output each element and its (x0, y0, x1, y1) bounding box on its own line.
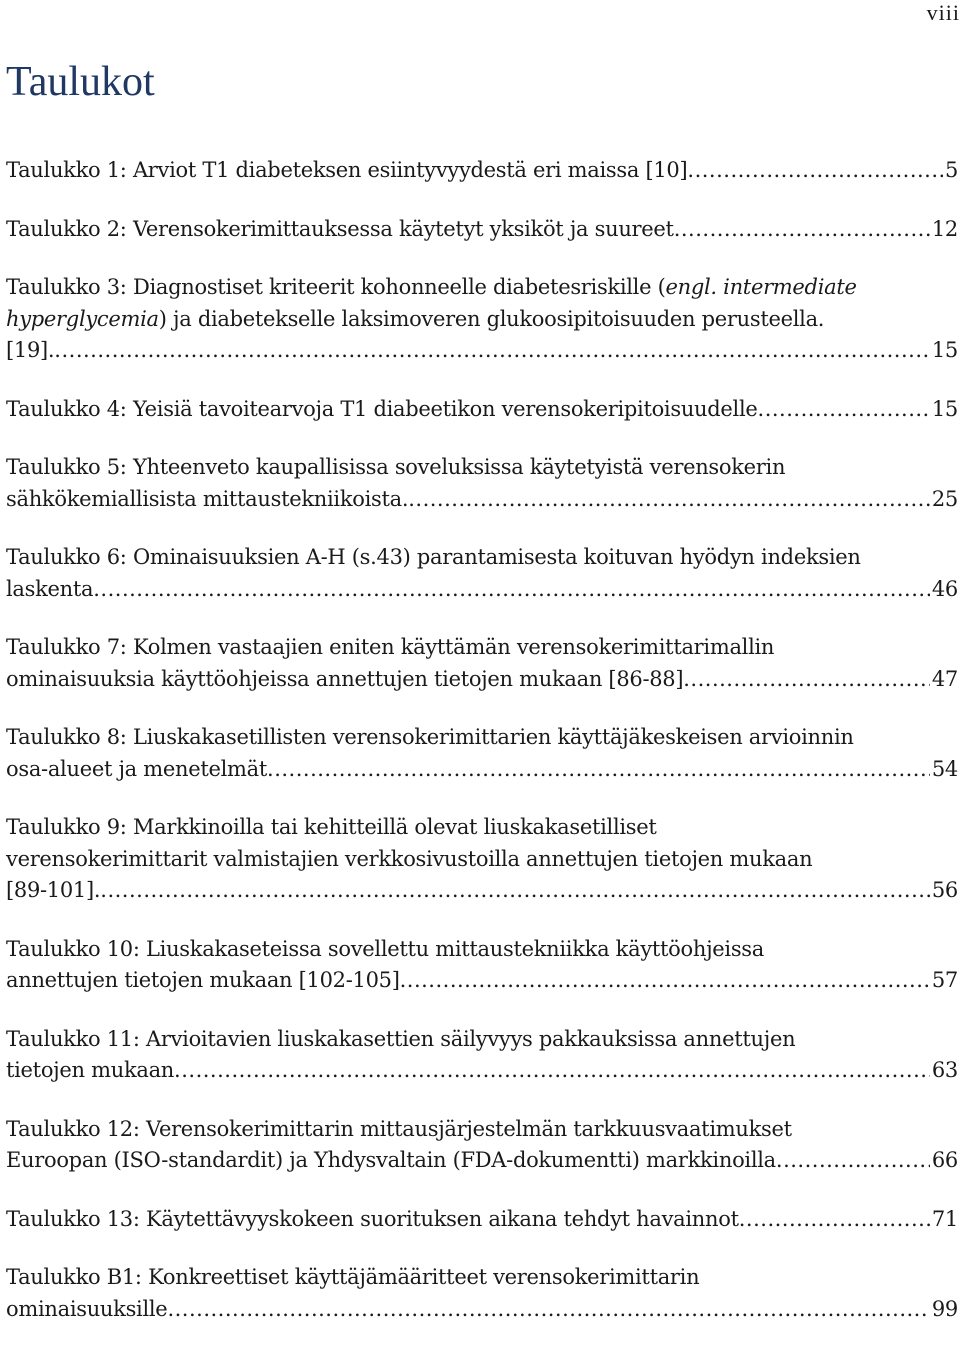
toc-entry-text: Taulukko 7: Kolmen vastaajien eniten käyttämän verensokerimittarimallin (6, 635, 775, 659)
dot-leader (100, 875, 930, 907)
toc-entry-text: sähkökemiallisista mittaustekniikoista. (6, 486, 409, 511)
toc-entry-text: ominaisuuksille (6, 1296, 168, 1321)
toc-entry-8[interactable] (6, 722, 958, 785)
toc-page-number: 71 (931, 1206, 958, 1231)
toc-entry-text: Taulukko 12: Verensokerimittarin mittausjärjestelmän tarkkuusvaatimukset (6, 1116, 792, 1141)
toc-page-number: 47 (931, 666, 958, 691)
toc-entry-7[interactable] (6, 632, 958, 695)
toc-page-number: 15 (931, 338, 958, 362)
toc-entry-text: Taulukko 10: Liuskakaseteissa sovellettu mittaustekniikka käyttöohjeissa (6, 936, 764, 961)
dot-leader (93, 574, 930, 606)
toc-entry-text: tietojen mukaan (6, 1058, 175, 1082)
toc-entry-text: Taulukko 4: Yeisiä tavoitearvoja T1 diabeetikon verensokeripitoisuudelle (6, 396, 758, 421)
dot-leader (683, 664, 930, 696)
toc-entry-text: Taulukko 9: Markkinoilla tai kehitteillä olevat liuskakasetilliset (6, 815, 657, 839)
toc-entry-text: verensokerimittarit valmistajien verkkosivustoilla annettujen tietojen mukaan (6, 846, 813, 871)
toc-entry-text: Taulukko 5: Yhteenveto kaupallisissa soveluksissa käytetyistä verensokerin (6, 455, 786, 479)
toc-page-number: 5 (944, 158, 958, 182)
dot-leader (167, 1294, 929, 1326)
toc-entry-12[interactable] (6, 1114, 958, 1177)
toc-page-number: 25 (931, 486, 958, 511)
toc-entry-11[interactable] (6, 1024, 958, 1087)
toc-page-number: 57 (931, 968, 958, 992)
toc-entry-text-italic: engl. intermediate (665, 275, 857, 299)
toc-entry-10[interactable] (6, 934, 958, 997)
toc-entry-text: Taulukko 1: Arviot T1 diabeteksen esiintyvyydestä eri maissa [10] (6, 158, 688, 182)
toc-page-number: 99 (931, 1296, 958, 1321)
toc-entry-text: [19]. (6, 338, 55, 362)
toc-entry-text: Taulukko 3: Diagnostiset kriteerit kohonneelle diabetesriskille ( (6, 275, 666, 299)
toc-entry-text: [89-101]. (6, 878, 101, 902)
toc-entry-text: Taulukko 8: Liuskakasetillisten verensokerimittarien käyttäjäkeskeisen arvioinnin (6, 725, 854, 749)
page-title: Taulukot (6, 59, 155, 105)
toc-entry-text: laskenta (6, 576, 94, 601)
toc-entry-text: ) ja diabetekselle laksimoveren glukoosipitoisuuden perusteella. (158, 306, 825, 331)
toc-page-number: 66 (931, 1148, 958, 1172)
toc-entry-5[interactable] (6, 452, 958, 515)
toc-entry-6[interactable] (6, 542, 958, 605)
dot-leader (174, 1055, 930, 1087)
table-of-contents (6, 155, 958, 1352)
toc-entry-text: osa-alueet ja menetelmät (6, 756, 268, 781)
toc-entry-1[interactable] (6, 155, 958, 187)
page-number: viii (926, 0, 960, 25)
toc-entry-text: Taulukko 11: Arvioitavien liuskakasettien säilyvyys pakkauksissa annettujen (6, 1026, 796, 1051)
toc-entry-14[interactable] (6, 1262, 958, 1325)
dot-leader (739, 1204, 930, 1236)
dot-leader (400, 965, 930, 997)
toc-page-number: 12 (931, 216, 958, 241)
dot-leader (408, 484, 930, 516)
toc-entry-text: annettujen tietojen mukaan [102-105] (6, 968, 400, 992)
toc-entry-13[interactable] (6, 1204, 958, 1236)
toc-entry-text-italic: hyperglycemia (6, 306, 159, 331)
toc-entry-text: Taulukko 13: Käytettävyyskokeen suorituksen aikana tehdyt havainnot (6, 1206, 739, 1231)
dot-leader (267, 754, 930, 786)
toc-entry-text: ominaisuuksia käyttöohjeissa annettujen tietojen mukaan [86-88] (6, 666, 684, 691)
dot-leader (674, 214, 930, 246)
dot-leader (776, 1145, 930, 1177)
toc-entry-text: Taulukko 2: Verensokerimittauksessa käytetyt yksiköt ja suureet (6, 216, 674, 241)
toc-entry-2[interactable] (6, 214, 958, 246)
toc-page-number: 54 (931, 756, 958, 781)
toc-entry-3[interactable] (6, 272, 958, 367)
toc-entry-9[interactable] (6, 812, 958, 907)
toc-page-number: 46 (931, 576, 958, 601)
toc-entry-text: Taulukko 6: Ominaisuuksien A-H (s.43) parantamisesta koituvan hyödyn indeksien (6, 545, 861, 569)
dot-leader (758, 394, 930, 426)
toc-page-number: 56 (931, 878, 958, 902)
toc-entry-4[interactable] (6, 394, 958, 426)
toc-page-number: 15 (931, 396, 958, 421)
toc-entry-text: Taulukko B1: Konkreettiset käyttäjämääritteet verensokerimittarin (6, 1265, 700, 1289)
dot-leader (687, 155, 943, 187)
dot-leader (54, 335, 930, 367)
toc-page-number: 63 (931, 1058, 958, 1082)
toc-entry-text: Euroopan (ISO-standardit) ja Yhdysvaltain (FDA-dokumentti) markkinoilla (6, 1148, 776, 1172)
